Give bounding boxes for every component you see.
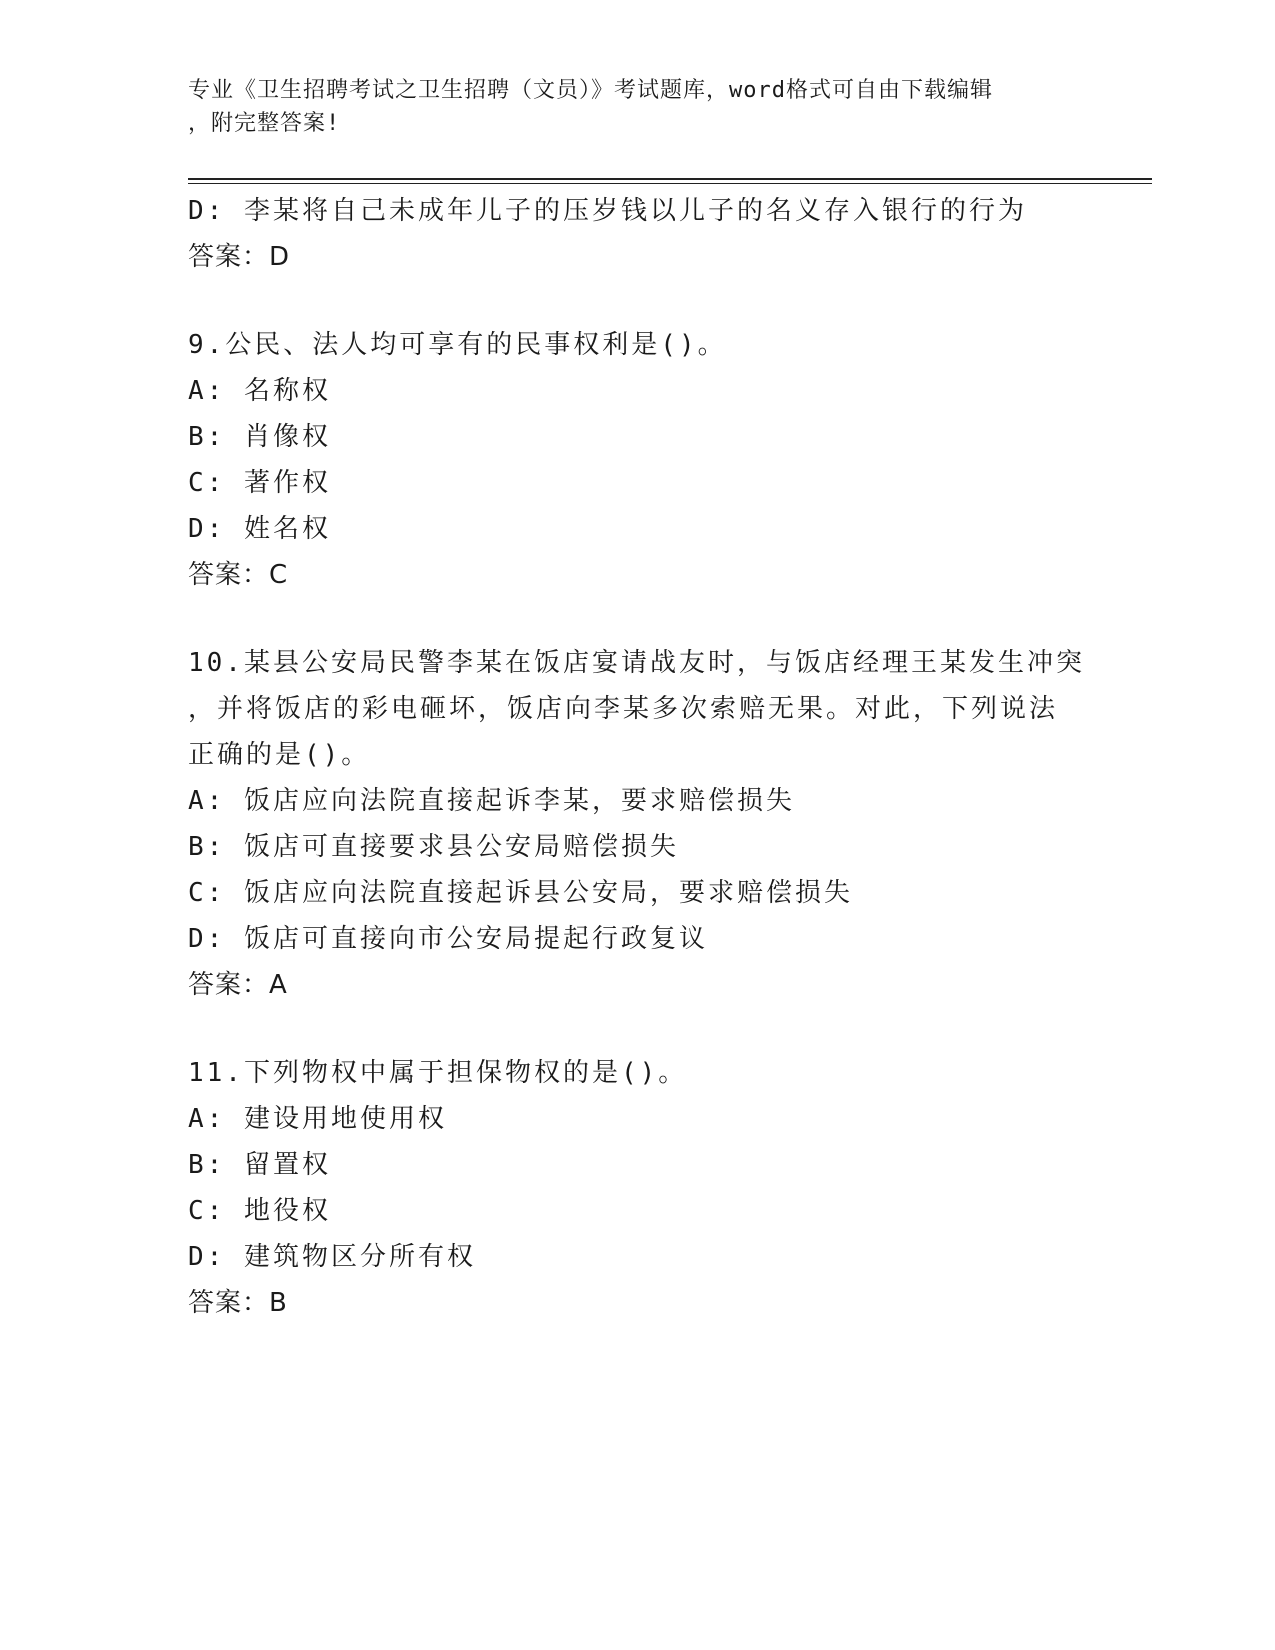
option-c: C: 著作权 xyxy=(188,468,331,498)
option-b: B: 肖像权 xyxy=(188,422,331,452)
header-line-2: ，附完整答案! xyxy=(188,111,341,136)
option-d: D: 姓名权 xyxy=(188,514,331,544)
option-c: C: 地役权 xyxy=(188,1196,331,1226)
header-divider-thin xyxy=(188,183,1152,184)
option-b: B: 饭店可直接要求县公安局赔偿损失 xyxy=(188,832,679,862)
question-stem-line-2: ，并将饭店的彩电砸坏，饭店向李某多次索赔无果。对此，下列说法 xyxy=(188,694,1059,724)
question-stem: 9.公民、法人均可享有的民事权利是()。 xyxy=(188,330,727,360)
header-line-1: 专业《卫生招聘考试之卫生招聘（文员）》考试题库，word格式可自由下载编辑 xyxy=(188,78,993,103)
option-a: A: 饭店应向法院直接起诉李某，要求赔偿损失 xyxy=(188,786,795,816)
question-stem-line-1: 10.某县公安局民警李某在饭店宴请战友时，与饭店经理王某发生冲突 xyxy=(188,648,1085,678)
question-stem-line-3: 正确的是()。 xyxy=(188,740,371,770)
option-a: A: 名称权 xyxy=(188,376,331,406)
answer-line: 答案：A xyxy=(188,970,288,1000)
question-9 xyxy=(188,322,1088,598)
answer-line: 答案：C xyxy=(188,560,289,590)
option-d: D: 饭店可直接向市公安局提起行政复议 xyxy=(188,924,708,954)
question-stem: 11.下列物权中属于担保物权的是()。 xyxy=(188,1058,688,1088)
header-divider-thick xyxy=(188,178,1152,180)
question-list xyxy=(188,188,1088,1326)
answer-line: 答案：B xyxy=(188,1288,288,1318)
document-header xyxy=(188,74,1088,140)
option-a: A: 建设用地使用权 xyxy=(188,1104,447,1134)
option-b: B: 留置权 xyxy=(188,1150,331,1180)
answer-line: 答案：D xyxy=(188,242,291,272)
option-c: C: 饭店应向法院直接起诉县公安局，要求赔偿损失 xyxy=(188,878,853,908)
question-11 xyxy=(188,1050,1088,1326)
previous-question-tail xyxy=(188,188,1088,280)
option-d: D: 李某将自己未成年儿子的压岁钱以儿子的名义存入银行的行为 xyxy=(188,196,1027,226)
question-10 xyxy=(188,640,1088,1008)
option-d: D: 建筑物区分所有权 xyxy=(188,1242,476,1272)
